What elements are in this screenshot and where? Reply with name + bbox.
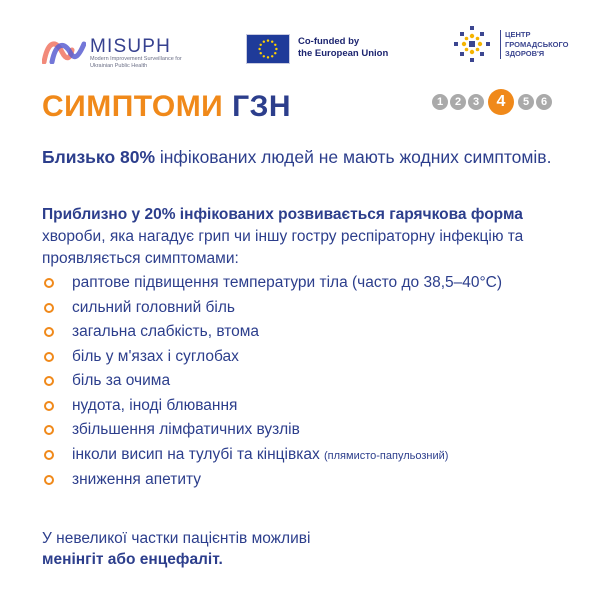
bullet-circle-icon bbox=[44, 327, 54, 337]
fever-form-bold: Приблизно у 20% інфікованих розвивається гарячкова форма bbox=[42, 206, 523, 223]
eu-logo-block bbox=[246, 34, 406, 66]
list-item bbox=[42, 346, 582, 368]
bullet-circle-icon bbox=[44, 352, 54, 362]
intro-rest: інфікованих людей не мають жодних симптомів. bbox=[155, 147, 552, 167]
symptom-text: інколи висип на тулубі та кінцівках bbox=[72, 445, 320, 463]
symptom-text: збільшення лімфатичних вузлів bbox=[72, 421, 300, 438]
bullet-circle-icon bbox=[44, 425, 54, 435]
symptom-list bbox=[42, 272, 582, 494]
phc-text bbox=[500, 30, 568, 59]
symptom-text: біль за очима bbox=[72, 372, 171, 389]
bullet-circle-icon bbox=[44, 278, 54, 288]
bullet-circle-icon bbox=[44, 303, 54, 313]
intro-bold: Близько 80% bbox=[42, 147, 156, 167]
misuph-name: MISUPH bbox=[90, 36, 172, 57]
bullet-circle-icon bbox=[44, 401, 54, 411]
outro-text: У невеликої частки пацієнтів можливі bbox=[42, 530, 311, 547]
page-dot-6: 6 bbox=[536, 94, 552, 110]
page-dot-3: 3 bbox=[468, 94, 484, 110]
bullet-circle-icon bbox=[44, 450, 54, 460]
fever-form-paragraph bbox=[42, 204, 577, 270]
misuph-subtitle: Modern Improvement Surveillance for Ukrainian Public Health bbox=[90, 56, 182, 69]
page-dot-4-active: 4 bbox=[488, 89, 514, 115]
bullet-circle-icon bbox=[44, 475, 54, 485]
list-item bbox=[42, 419, 582, 441]
eu-text-line1: Co-funded by bbox=[298, 36, 360, 47]
phc-text-line1: ЦЕНТР bbox=[505, 30, 531, 39]
bullet-circle-icon bbox=[44, 376, 54, 386]
page-dot-5: 5 bbox=[518, 94, 534, 110]
list-item bbox=[42, 272, 582, 294]
misuph-logo-icon bbox=[42, 36, 86, 64]
page-dot-1: 1 bbox=[432, 94, 448, 110]
outro-bold: менінгіт або енцефаліт. bbox=[42, 551, 223, 568]
phc-logo-block bbox=[452, 24, 582, 74]
symptom-text: загальна слабкість, втома bbox=[72, 323, 260, 340]
eu-text-line2: the European Union bbox=[298, 48, 389, 59]
list-item bbox=[42, 444, 582, 467]
outro-paragraph bbox=[42, 528, 562, 570]
page-title-part2: ГЗН bbox=[232, 90, 292, 123]
list-item bbox=[42, 469, 582, 491]
list-item bbox=[42, 395, 582, 417]
eu-text bbox=[298, 36, 388, 60]
phc-text-line2: ГРОМАДСЬКОГО bbox=[505, 39, 569, 49]
fever-form-rest: хвороби, яка нагадує грип чи іншу гостру респіраторну інфекцію та проявляється симптомами: bbox=[42, 228, 524, 267]
list-item bbox=[42, 297, 582, 319]
page-title bbox=[42, 90, 291, 124]
symptom-text: раптове підвищення температури тіла (часто до 38,5–40°С) bbox=[72, 274, 503, 291]
symptom-text: зниження апетиту bbox=[72, 471, 202, 488]
rash-note: (плямисто-папульозний) bbox=[324, 449, 449, 462]
eu-flag-icon bbox=[246, 34, 290, 64]
list-item bbox=[42, 370, 582, 392]
page-dot-2: 2 bbox=[450, 94, 466, 110]
phc-text-line3: ЗДОРОВ'Я bbox=[505, 49, 545, 58]
list-item bbox=[42, 321, 582, 343]
phc-logo-icon bbox=[452, 24, 492, 64]
header bbox=[0, 30, 608, 70]
symptom-text: біль у м'язах і суглобах bbox=[72, 347, 239, 365]
symptom-text: нудота, іноді блювання bbox=[72, 396, 238, 414]
intro-paragraph bbox=[42, 146, 572, 168]
page-title-part1: СИМПТОМИ bbox=[42, 90, 224, 123]
symptom-text: сильний головний біль bbox=[72, 298, 235, 316]
misuph-logo-block bbox=[42, 34, 192, 70]
